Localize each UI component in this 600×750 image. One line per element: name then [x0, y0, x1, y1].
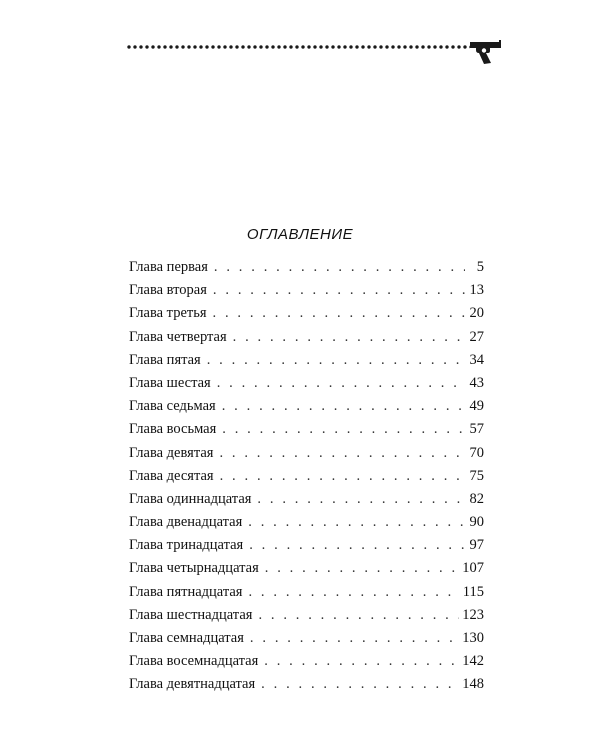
toc-entry [129, 491, 484, 514]
toc-entry-page-number: 57 [469, 421, 484, 438]
toc-entry-page-number: 43 [469, 374, 484, 391]
toc-entry-page-number: 27 [469, 328, 484, 345]
toc-entry-label: Глава четырнадцатая [129, 560, 259, 577]
toc-entry-page-number: 5 [476, 259, 484, 275]
toc-dot-leader [265, 560, 460, 577]
toc-entry-label: Глава вторая [129, 282, 207, 299]
revolver-icon [469, 39, 503, 65]
toc-entry-page-number: 82 [469, 490, 484, 507]
toc-entry [129, 329, 484, 352]
toc-entry-page-number: 13 [469, 282, 484, 299]
toc-entry-label: Глава десятая [129, 467, 214, 484]
toc-dot-leader [219, 445, 465, 462]
toc-title: ОГЛАВЛЕНИЕ [246, 226, 354, 243]
toc-entry-page-number: 34 [469, 351, 484, 368]
toc-dot-leader [257, 491, 465, 508]
toc-entry-label: Глава пятнадцатая [129, 583, 243, 600]
toc-entry-page-number: 70 [469, 444, 484, 461]
toc-dot-leader [207, 352, 465, 369]
toc-entry [129, 352, 484, 375]
toc-dot-leader [220, 468, 465, 485]
toc-entry [129, 653, 484, 676]
toc-entry-page-number: 130 [462, 630, 484, 646]
toc-entry-label: Глава девятая [129, 444, 214, 461]
toc-dot-leader [249, 537, 465, 554]
toc-entry [129, 468, 484, 491]
toc-entry-label: Глава третья [129, 305, 207, 322]
toc-entry [129, 375, 484, 398]
toc-entry [129, 259, 484, 282]
toc-dot-leader [248, 584, 459, 601]
toc-entry-page-number: 123 [462, 606, 484, 623]
toc-dot-leader [213, 282, 465, 299]
toc-dot-leader [258, 607, 459, 624]
toc-entry [129, 282, 484, 305]
toc-entry [129, 305, 484, 328]
toc-entry [129, 630, 484, 653]
toc-entry-label: Глава шестая [129, 374, 211, 391]
toc-entry [129, 607, 484, 630]
toc-entry [129, 560, 484, 583]
toc-entry-page-number: 115 [462, 583, 484, 600]
toc-dot-leader [222, 398, 465, 415]
toc-entry-label: Глава четвертая [129, 328, 227, 345]
toc-entry-page-number: 75 [469, 467, 484, 484]
toc-entry-label: Глава восемнадцатая [129, 653, 259, 670]
header-dotted-rule [126, 44, 470, 50]
toc-dot-leader [222, 421, 465, 438]
toc-entry-label: Глава двенадцатая [129, 514, 243, 531]
toc-entry-label: Глава шестнадцатая [129, 606, 253, 623]
toc-dot-leader [264, 653, 459, 670]
toc-entry-page-number: 90 [469, 514, 484, 531]
toc-entry-label: Глава первая [129, 259, 208, 275]
toc-entry-label: Глава седьмая [129, 398, 216, 415]
toc-entry-page-number: 20 [469, 305, 484, 322]
toc-entry-page-number: 148 [462, 676, 484, 693]
toc-entry-label: Глава девятнадцатая [129, 676, 256, 693]
toc-entry [129, 584, 484, 607]
toc-entry [129, 537, 484, 560]
toc-entry [129, 398, 484, 421]
toc-entry-label: Глава семнадцатая [129, 630, 244, 646]
toc-entry-label: Глава пятая [129, 351, 201, 368]
toc-dot-leader [217, 375, 465, 392]
toc-entry-page-number: 97 [469, 537, 484, 554]
toc-entry-label: Глава одиннадцатая [129, 490, 252, 507]
toc-entry [129, 421, 484, 444]
toc-dot-leader [213, 305, 466, 322]
toc-dot-leader [250, 630, 459, 647]
toc-entry-label: Глава восьмая [129, 421, 217, 438]
toc-entry [129, 676, 484, 699]
toc-dot-leader [214, 259, 465, 276]
toc-list [129, 259, 484, 700]
toc-entry-label: Глава тринадцатая [129, 537, 244, 554]
toc-dot-leader [233, 329, 465, 346]
toc-entry-page-number: 142 [462, 653, 484, 670]
toc-entry-page-number: 107 [462, 560, 484, 577]
toc-entry [129, 445, 484, 468]
toc-dot-leader [248, 514, 465, 531]
toc-entry [129, 514, 484, 537]
toc-dot-leader [261, 676, 459, 693]
toc-entry-page-number: 49 [469, 398, 484, 415]
